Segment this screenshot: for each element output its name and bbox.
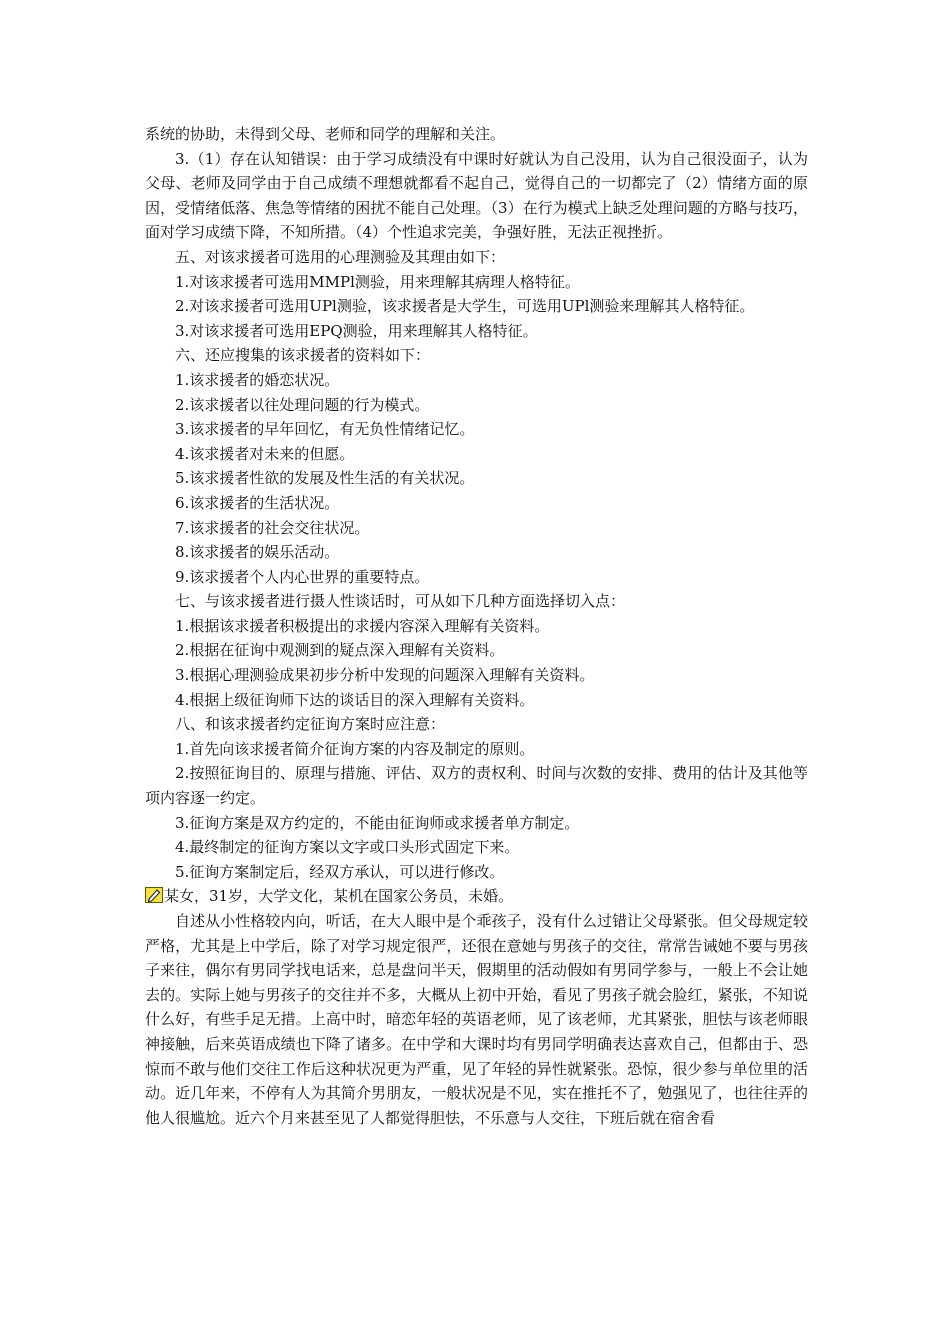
paragraph: 6.该求援者的生活状况。 (175, 493, 340, 512)
case-intro-text: 某女，31岁，大学文化，某机在国家公务员，未婚。 (164, 887, 514, 906)
paragraph: 5.征询方案制定后，经双方承认，可以进行修改。 (175, 862, 505, 881)
paragraph: 3.对该求援者可选用EPQ测验，用来理解其人格特征。 (175, 321, 538, 340)
paragraph: 六、还应搜集的该求援者的资料如下： (175, 346, 431, 365)
body-paragraphs (145, 122, 808, 884)
document-page (145, 122, 808, 1130)
paragraph: 1.首先向该求援者简介征询方案的内容及制定的原则。 (175, 739, 535, 758)
paragraph: 4.根据上级征询师下达的谈话目的深入理解有关资料。 (175, 690, 535, 709)
paragraph: 2.根据在征询中观测到的疑点深入理解有关资料。 (175, 641, 505, 660)
paragraph: 2.该求援者以往处理问题的行为模式。 (175, 395, 430, 414)
paragraph: 2.按照征询目的、原理与措施、评估、双方的责权利、时间与次数的安排、费用的估计及其他等项内容逐一约定。 (145, 764, 808, 808)
paragraph: 3.该求援者的早年回忆，有无负性情绪记忆。 (175, 420, 475, 439)
paragraph: 3.根据心理测验成果初步分析中发现的问题深入理解有关资料。 (175, 666, 595, 685)
paragraph: 4.最终制定的征询方案以文字或口头形式固定下来。 (175, 838, 520, 857)
paragraph: 2.对该求援者可选用UPl测验，该求援者是大学生，可选用UPl测验来理解其人格特征。 (175, 297, 755, 316)
paragraph: 5.该求援者性欲的发展及性生活的有关状况。 (175, 469, 475, 488)
paragraph: 3.（1）存在认知错误：由于学习成绩没有中课时好就认为自己没用，认为自己很没面子，认为父母、老师及同学由于自己成绩不理想就都看不起自己，觉得自己的一切都完了（2）情绪方面的原因，受情绪低落、焦急等情绪的困扰不能自己处理。（3）在行为模式上缺乏处理问题的方略与技巧，面对学习成绩下降，不知所措。（4）个性追求完美，争强好胜，无法正视挫折。 (145, 149, 808, 242)
paragraph: 3.征询方案是双方约定的，不能由征询师或求援者单方制定。 (175, 813, 580, 832)
paragraph: 五、对该求援者可选用的心理测验及其理由如下： (175, 247, 506, 266)
paragraph: 1.对该求援者可选用MMPl测验，用来理解其病理人格特征。 (175, 272, 580, 291)
paragraph: 1.根据该求援者积极提出的求援内容深入理解有关资料。 (175, 616, 550, 635)
paragraph: 7.该求援者的社会交往状况。 (175, 518, 370, 537)
case-intro-line (145, 884, 808, 909)
paragraph: 七、与该求援者进行摄人性谈话时，可从如下几种方面选择切入点： (175, 592, 626, 611)
paragraph: 1.该求援者的婚恋状况。 (175, 370, 340, 389)
paragraph: 9.该求援者个人内心世界的重要特点。 (175, 567, 430, 586)
paragraph: 8.该求援者的娱乐活动。 (175, 543, 340, 562)
case-description: 自述从小性格较内向，听话，在大人眼中是个乖孩子，没有什么过错让父母紧张。但父母规定较严格，尤其是上中学后，除了对学习规定很严，还很在意她与男孩子的交往，常常告诫她不要与男孩子来往，偶尔有男同学找电话来，总是盘问半天，假期里的活动假如有男同学参与，一般上不会让她去的。实际上她与男孩子的交往并不多，大概从上初中开始，看见了男孩子就会脸红，紧张，不知说什么好，有些手足无措。上高中时，暗恋年轻的英语老师，见了该老师，尤其紧张，胆怯与该老师眼神接触，后来英语成绩也下降了诸多。在中学和大课时均有男同学明确表达喜欢自己，但都由于、恐惊而不敢与他们交往工作后这种状况更为严重，见了年轻的异性就紧张。恐惊，很少参与单位里的活动。近几年来，不停有人为其简介男朋友，一般状况是不见，实在推托不了，勉强见了，也往往弄的他人很尴尬。近六个月来甚至见了人都觉得胆怯，不乐意与人交往，下班后就在宿舍看 (145, 912, 808, 1127)
paragraph: 系统的协助，未得到父母、老师和同学的理解和关注。 (145, 125, 506, 143)
paragraph: 4.该求援者对未来的但愿。 (175, 444, 355, 463)
paragraph: 八、和该求援者约定征询方案时应注意： (175, 715, 446, 734)
note-pencil-icon (145, 886, 163, 902)
